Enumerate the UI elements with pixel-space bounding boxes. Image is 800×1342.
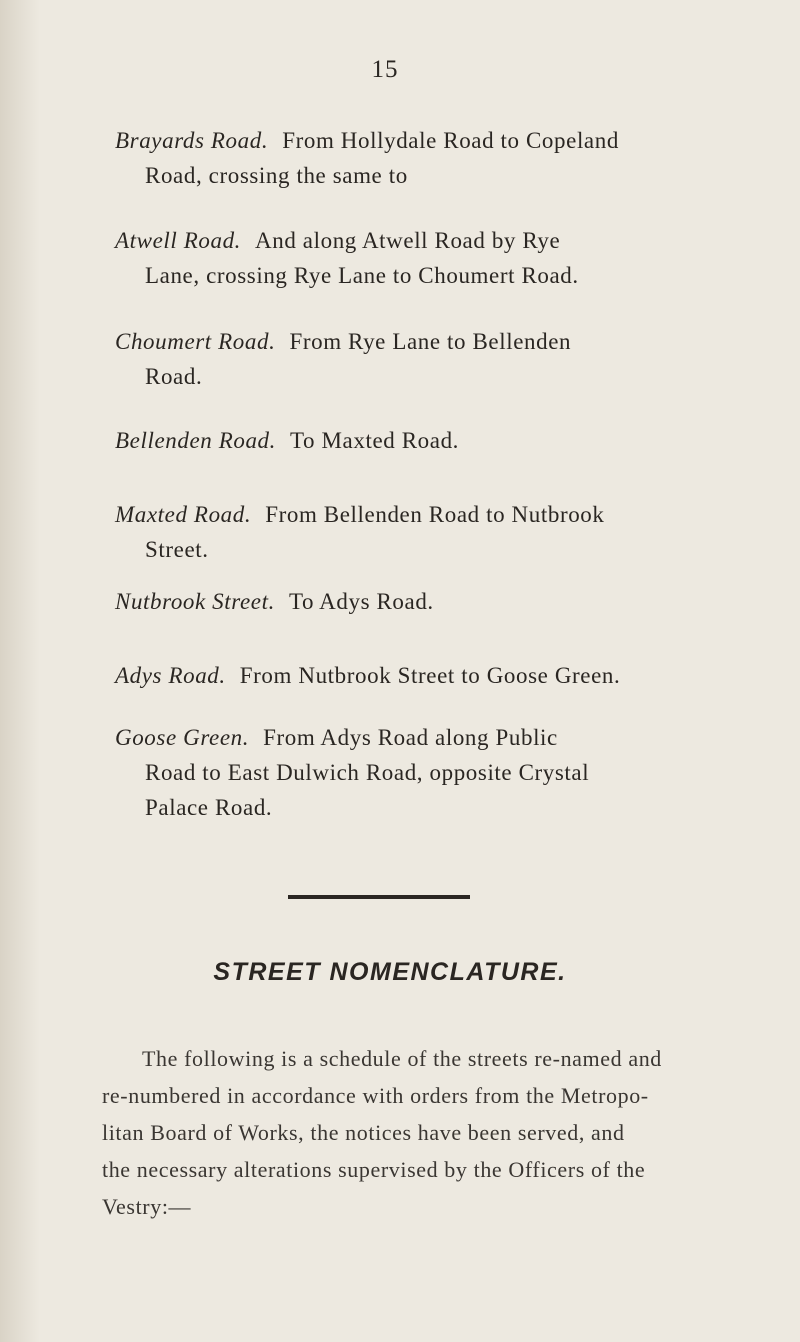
entry-text-continued: Road to East Dulwich Road, opposite Crystal — [145, 760, 590, 785]
entry-text: From Nutbrook Street to Goose Green. — [239, 663, 621, 688]
entry-text-continued: Lane, crossing Rye Lane to Choumert Road. — [145, 263, 579, 288]
paragraph-line: The following is a schedule of the streets re-named and — [142, 1046, 662, 1071]
entry-brayards-road — [115, 123, 745, 193]
street-name: Goose Green. — [115, 725, 250, 750]
entry-atwell-road — [115, 223, 745, 293]
street-name: Atwell Road. — [115, 228, 242, 253]
entry-maxted-road — [115, 497, 745, 567]
entry-text: From Adys Road along Public — [263, 725, 558, 750]
entry-choumert-road — [115, 324, 745, 394]
entry-text: From Rye Lane to Bellenden — [289, 329, 572, 354]
entry-text-continued: Road. — [145, 364, 203, 389]
entry-text-continued: Street. — [145, 537, 209, 562]
paragraph-line: re-numbered in accordance with orders from the Metropo- — [102, 1083, 649, 1108]
entry-text: To Maxted Road. — [290, 428, 460, 453]
paragraph-line: the necessary alterations supervised by the Officers of the — [102, 1157, 646, 1182]
street-name: Nutbrook Street. — [115, 589, 275, 614]
nomenclature-paragraph — [102, 1040, 722, 1225]
street-name: Maxted Road. — [115, 502, 252, 527]
paragraph-line: Vestry:— — [102, 1194, 192, 1219]
entry-text: From Hollydale Road to Copeland — [282, 128, 619, 153]
entry-text: And along Atwell Road by Rye — [255, 228, 561, 253]
section-heading: STREET NOMENCLATURE. — [213, 958, 567, 986]
entry-goose-green — [115, 720, 745, 825]
street-name: Brayards Road. — [115, 128, 269, 153]
section-divider-rule — [288, 895, 470, 899]
entry-text: From Bellenden Road to Nutbrook — [265, 502, 605, 527]
street-name: Bellenden Road. — [115, 428, 277, 453]
entry-adys-road — [115, 658, 745, 693]
entry-nutbrook-street — [115, 584, 745, 619]
paragraph-line: litan Board of Works, the notices have been served, and — [102, 1120, 625, 1145]
street-name: Adys Road. — [115, 663, 226, 688]
entry-text-continued: Road, crossing the same to — [145, 163, 408, 188]
street-name: Choumert Road. — [115, 329, 276, 354]
page-number: 15 — [371, 56, 399, 83]
page-edge-shadow — [0, 0, 40, 1342]
entry-text-continued: Palace Road. — [145, 795, 273, 820]
entry-bellenden-road — [115, 423, 745, 458]
entry-text: To Adys Road. — [288, 589, 434, 614]
